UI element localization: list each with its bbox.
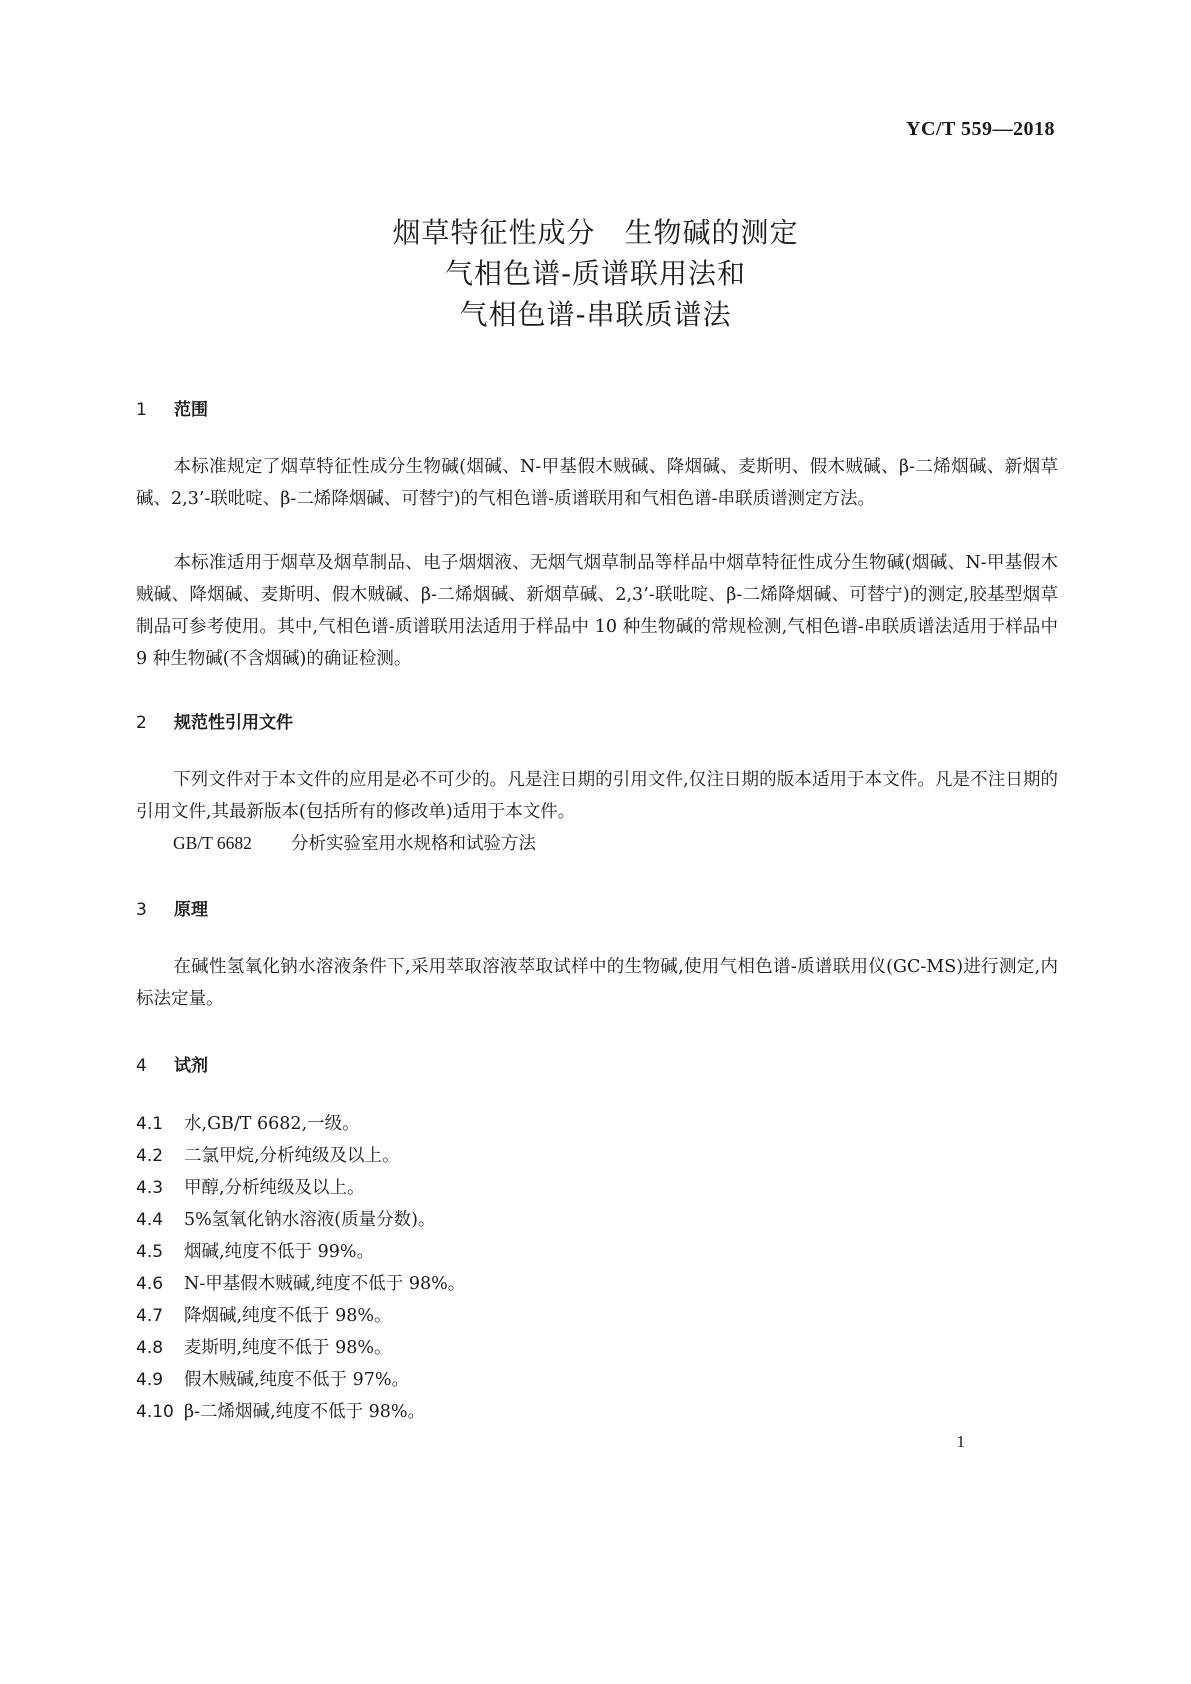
- title-line-1: 烟草特征性成分 生物碱的测定: [392, 216, 799, 249]
- item-number: 4.2: [136, 1146, 164, 1166]
- section-title: 范围: [174, 400, 208, 420]
- reagent-item: [136, 1110, 360, 1135]
- title-line-2: 气相色谱-质谱联用法和: [444, 257, 747, 290]
- item-number: 4.8: [136, 1338, 164, 1358]
- reagent-item: [136, 1238, 374, 1263]
- reagent-item: [136, 1302, 392, 1327]
- section-4-heading: [136, 1051, 208, 1076]
- item-number: 4.9: [136, 1370, 164, 1390]
- item-text: 5%氢氧化钠水溶液(质量分数)。: [184, 1210, 436, 1230]
- section-3-heading: [136, 895, 208, 920]
- section-2-heading: [136, 708, 293, 733]
- item-text: 水,GB/T 6682,一级。: [184, 1114, 360, 1134]
- item-number: 4.6: [136, 1274, 164, 1294]
- section-1-heading: [136, 395, 208, 420]
- standard-code: YC/T 559—2018: [906, 118, 1055, 140]
- section-title: 规范性引用文件: [174, 713, 293, 733]
- section-3-paragraph-1: [136, 951, 1058, 1015]
- item-text: 降烟碱,纯度不低于 98%。: [184, 1306, 392, 1326]
- document-title: [0, 212, 1191, 335]
- normative-reference: [173, 830, 536, 855]
- paragraph-text: 在碱性氢氧化钠水溶液条件下,采用萃取溶液萃取试样中的生物碱,使用气相色谱-质谱联用仪(GC-MS)进行测定,内标法定量。: [136, 957, 1058, 1009]
- paragraph-text: 本标准适用于烟草及烟草制品、电子烟烟液、无烟气烟草制品等样品中烟草特征性成分生物碱(烟碱、N-甲基假木贼碱、降烟碱、麦斯明、假木贼碱、β-二烯烟碱、新烟草碱、2,3’-联吡啶、β-二烯降烟碱、可替宁)的测定,胶基型烟草制品可参考使用。其中,气相色谱-质谱联用法适用于样品中 10 种生物碱的常规检测,气相色谱-串联质谱法适用于样品中 9 种生物碱(不含烟碱)的确证检测。: [136, 553, 1058, 669]
- section-title: 试剂: [174, 1056, 208, 1076]
- section-number: 3: [136, 900, 147, 920]
- section-title: 原理: [174, 900, 208, 920]
- page-number: 1: [956, 1432, 965, 1451]
- reagent-item: [136, 1398, 425, 1423]
- item-number: 4.1: [136, 1114, 164, 1134]
- item-text: N-甲基假木贼碱,纯度不低于 98%。: [184, 1274, 466, 1294]
- section-number: 2: [136, 713, 147, 733]
- reference-title: 分析实验室用水规格和试验方法: [291, 834, 536, 854]
- item-number: 4.7: [136, 1306, 164, 1326]
- section-number: 1: [136, 400, 147, 420]
- paragraph-text: 本标准规定了烟草特征性成分生物碱(烟碱、N-甲基假木贼碱、降烟碱、麦斯明、假木贼碱、β-二烯烟碱、新烟草碱、2,3’-联吡啶、β-二烯降烟碱、可替宁)的气相色谱-质谱联用和气相色谱-串联质谱测定方法。: [136, 457, 1058, 509]
- item-text: 甲醇,分析纯级及以上。: [184, 1178, 365, 1198]
- paragraph-text: 下列文件对于本文件的应用是必不可少的。凡是注日期的引用文件,仅注日期的版本适用于本文件。凡是不注日期的引用文件,其最新版本(包括所有的修改单)适用于本文件。: [136, 770, 1058, 822]
- section-2-paragraph-1: [136, 764, 1058, 828]
- reagent-item: [136, 1142, 400, 1167]
- item-number: 4.3: [136, 1178, 164, 1198]
- item-text: 麦斯明,纯度不低于 98%。: [184, 1338, 392, 1358]
- section-1-paragraph-1: [136, 451, 1058, 515]
- item-text: β-二烯烟碱,纯度不低于 98%。: [184, 1402, 426, 1422]
- title-line-3: 气相色谱-串联质谱法: [459, 298, 732, 331]
- section-1-paragraph-2: [136, 547, 1058, 675]
- item-text: 二氯甲烷,分析纯级及以上。: [184, 1146, 400, 1166]
- item-number: 4.5: [136, 1242, 164, 1262]
- reagent-item: [136, 1334, 392, 1359]
- item-number: 4.10: [136, 1402, 174, 1422]
- reagent-item: [136, 1174, 365, 1199]
- reference-code: GB/T 6682: [173, 833, 252, 853]
- item-text: 假木贼碱,纯度不低于 97%。: [184, 1370, 410, 1390]
- reagent-item: [136, 1366, 409, 1391]
- section-number: 4: [136, 1056, 147, 1076]
- item-number: 4.4: [136, 1210, 164, 1230]
- reagent-item: [136, 1270, 465, 1295]
- reagent-item: [136, 1206, 435, 1231]
- item-text: 烟碱,纯度不低于 99%。: [184, 1242, 375, 1262]
